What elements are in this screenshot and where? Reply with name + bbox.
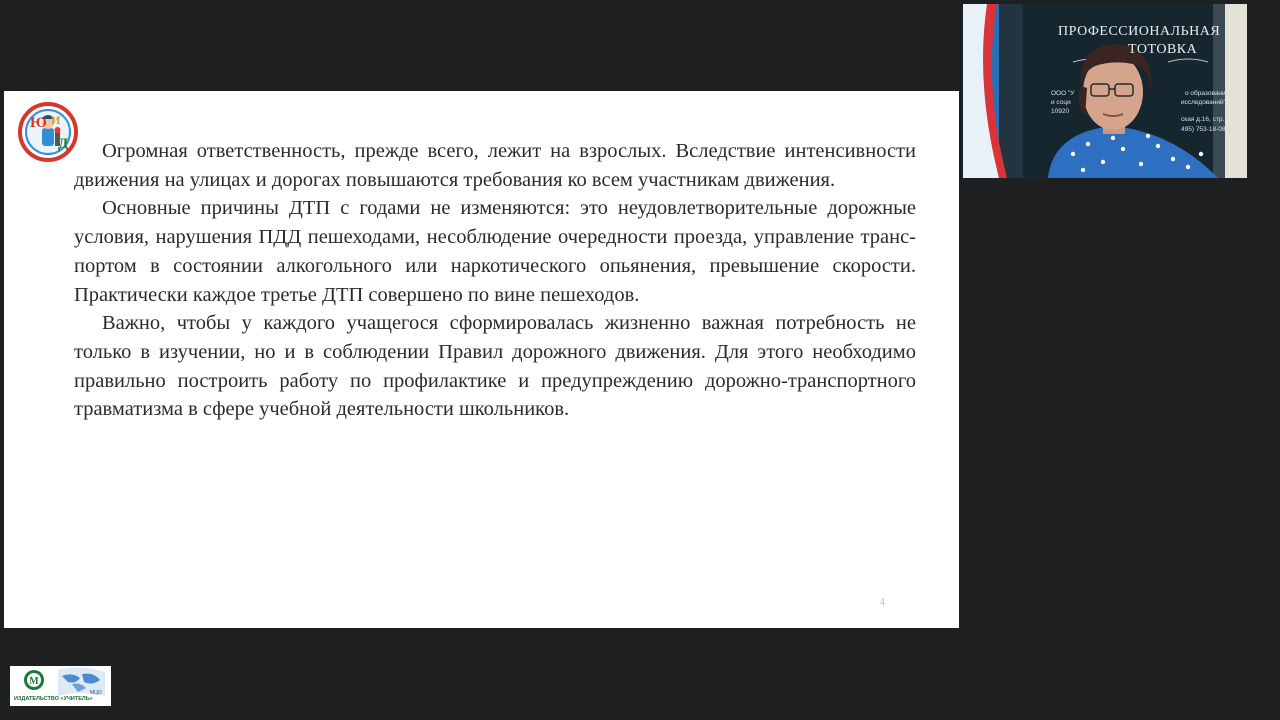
webcam-small-line-4: исследований" — [1181, 99, 1226, 106]
webcam-banner-line-2: ТОТОВКА — [1128, 42, 1198, 57]
presentation-slide — [4, 91, 959, 628]
webcam-small-line-5: 10920 — [1051, 108, 1070, 115]
publisher-caption: ИЗДАТЕЛЬСТВО «УЧИТЕЛЬ» — [14, 696, 93, 702]
webcam-banner-line-1: ПРОФЕССИОНАЛЬНАЯ — [1058, 24, 1221, 39]
slide-paragraph-2: Основные причины ДТП с годами не изменяются: это неудовлетворительные дорожные условия, нарушения ПДД пешеходами, несоблюдение очередности проезда, управление транс-портом в состоянии алкогольного или наркотического опьянения, превышение скорости. Практически каждое третье ДТП совершено по вине пешеходов. — [74, 197, 916, 306]
webcam-small-line-7: 495) 753-18-08 — [1181, 126, 1226, 133]
slide-paragraph-3: Важно, чтобы у каждого учащегося сформировалась жизненно важная потребность не только в изучении, но и в соблюдении Правил дорожного движения. Для этого необходимо правильно построить работу по профилактике и предупреждению дорожно-транспортного травматизма в сфере учебной деятельности школьников. — [74, 312, 916, 421]
webcam-small-line-2: о образования — [1185, 90, 1230, 97]
publisher-logo — [10, 666, 111, 706]
logo-letter-1: Ю — [30, 115, 47, 131]
slide-body — [74, 137, 916, 424]
yuid-logo-icon — [18, 102, 78, 162]
speaker-webcam — [963, 4, 1247, 178]
slide-page-number: 4 — [880, 597, 886, 607]
publisher-badge-text: МЦО — [90, 690, 102, 696]
webcam-small-line-3: и соци — [1051, 99, 1071, 106]
logo-letter-3: Д — [58, 136, 69, 152]
logo-letter-2: И — [51, 113, 61, 127]
slide-paragraph-1: Огромная ответственность, прежде всего, лежит на взрослых. Вследствие интенсивности движения на улицах и дорогах повышаются требования ко всем участникам движения. — [74, 140, 916, 191]
webcam-small-line-6: ская д.16, стр. 1 — [1181, 116, 1230, 123]
publisher-badge-letter: М — [29, 676, 39, 687]
webcam-small-line-1: ООО "У — [1051, 90, 1075, 97]
